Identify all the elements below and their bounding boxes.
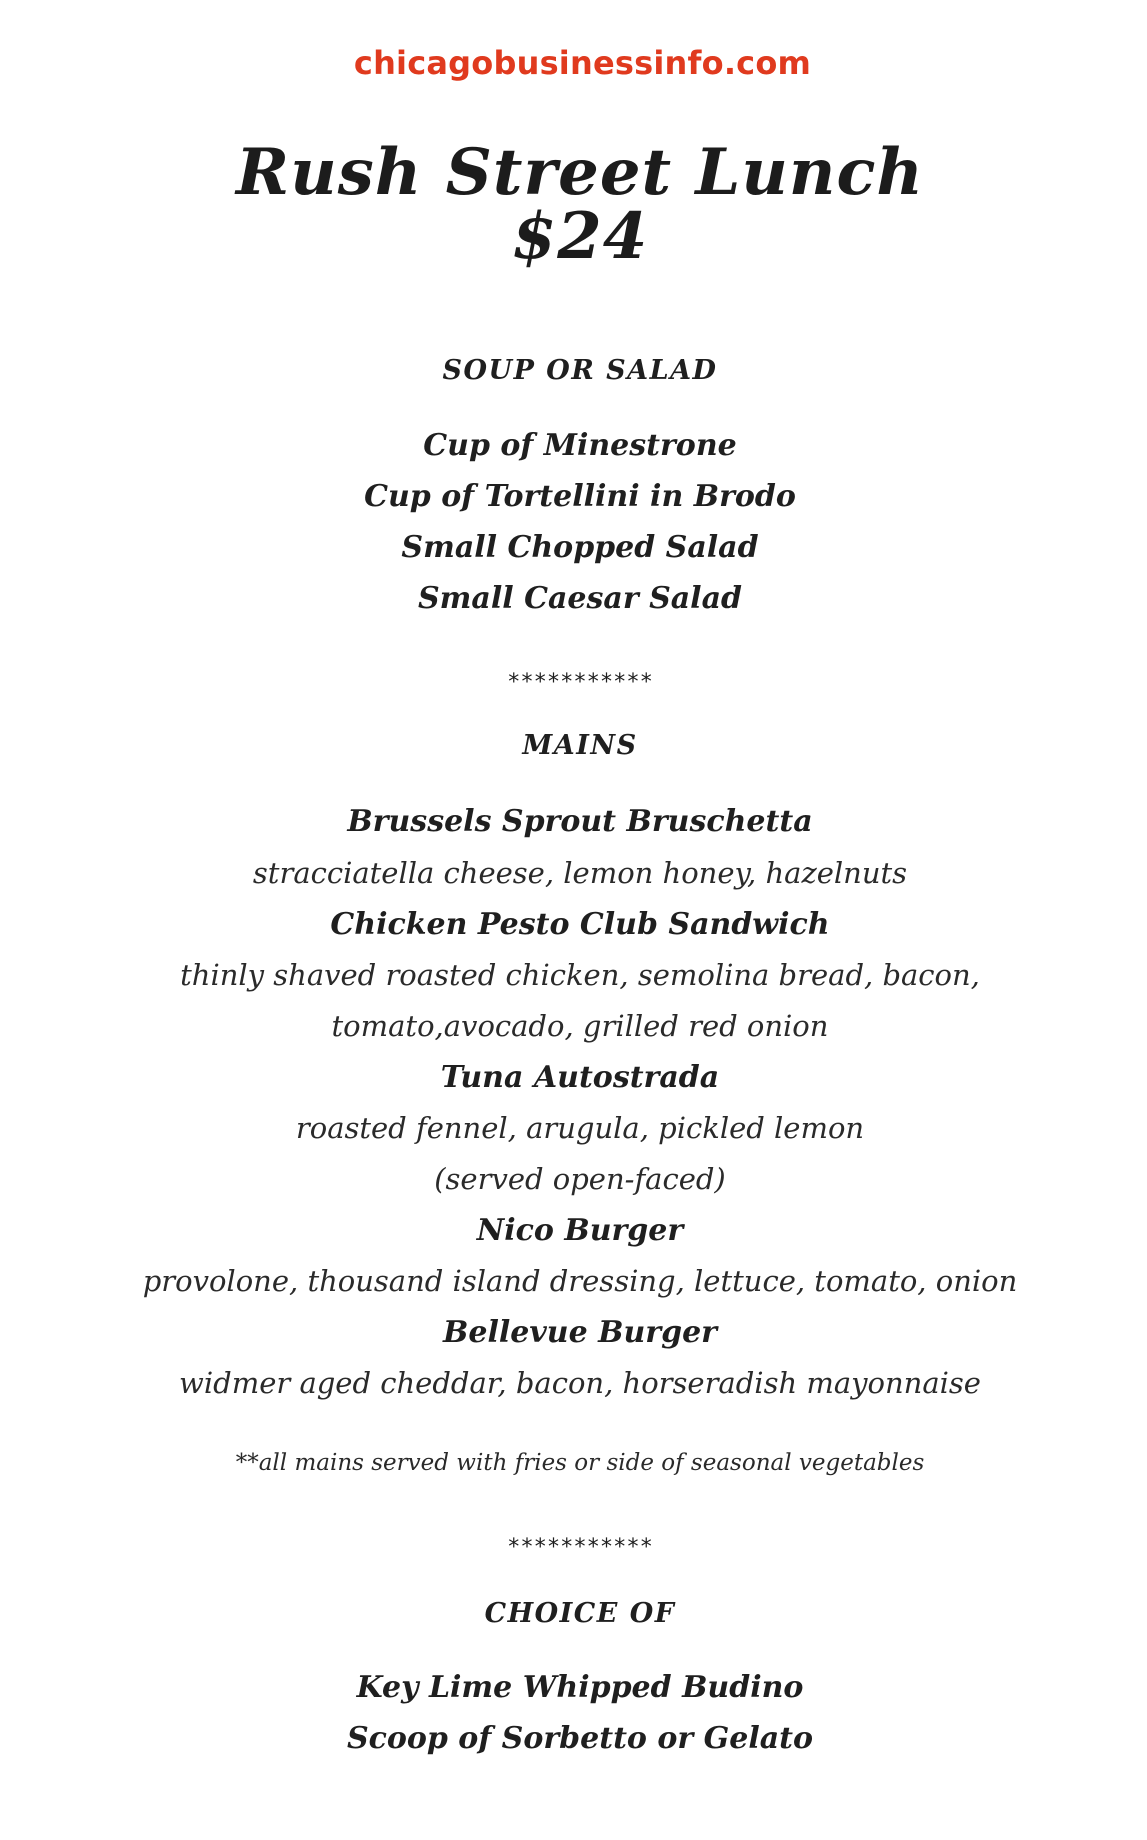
main-item-name: Nico Burger [476,1213,684,1248]
main-item-description: provolone, thousand island dressing, lettuce, tomato, onion [142,1264,1018,1298]
main-item-description: (served open-faced) [434,1162,726,1196]
main-item-name: Chicken Pesto Club Sandwich [330,907,830,942]
site-url[interactable]: chicagobusinessinfo.com [353,44,812,82]
soup-salad-item: Small Chopped Salad [401,530,759,565]
main-item-name: Bellevue Burger [443,1315,717,1350]
soup-salad-item: Cup of Tortellini in Brodo [364,479,796,514]
mains-note: **all mains served with fries or side of seasonal vegetables [235,1450,925,1476]
main-item-name: Brussels Sprout Bruschetta [347,804,813,839]
section-heading-soup-or-salad: SOUP OR SALAD [442,355,718,386]
soup-salad-item: Cup of Minestrone [423,428,737,463]
soup-salad-item: Small Caesar Salad [418,581,742,616]
dessert-item: Scoop of Sorbetto or Gelato [346,1721,814,1756]
main-item-name: Tuna Autostrada [440,1060,720,1095]
section-heading-mains: MAINS [522,730,638,761]
section-heading-choice-of: CHOICE OF [484,1598,676,1629]
main-item-description: roasted fennel, arugula, pickled lemon [295,1111,865,1145]
main-item-description: stracciatella cheese, lemon honey, hazelnuts [252,856,908,890]
main-item-description: tomato,avocado, grilled red onion [331,1009,829,1043]
main-item-description: widmer aged cheddar, bacon, horseradish mayonnaise [179,1366,981,1400]
menu-title: Rush Street Lunch [236,135,924,210]
section-divider: *********** [507,670,653,695]
menu-price: $24 [511,199,649,274]
dessert-item: Key Lime Whipped Budino [356,1670,804,1705]
section-divider: *********** [507,1535,653,1560]
main-item-description: thinly shaved roasted chicken, semolina bread, bacon, [180,958,980,992]
